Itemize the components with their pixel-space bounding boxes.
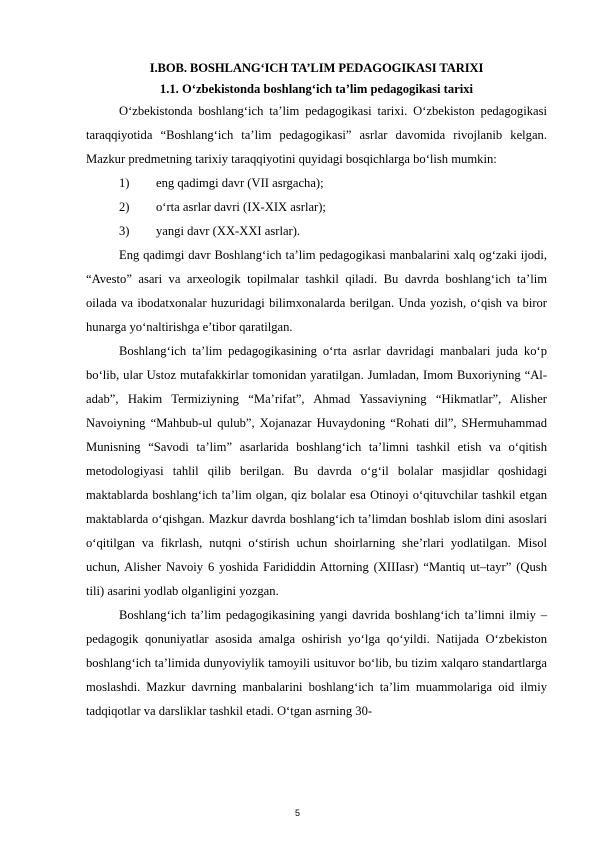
chapter-title: I.BOB. BOSHLANG‘ICH TA’LIM PEDAGOGIKASI TARIXI [149, 61, 484, 75]
paragraph-ancient-period: Eng qadimgi davr Boshlang‘ich ta’lim pedagogikasi manbalarini xalq og‘zaki ijodi, “Avesto” asari va arxeologik topilmalar tashkil qiladi. Bu davrda boshlang‘ich ta’lim oilada va ibodatxonalar huzuridagi bilimxonalarda berilgan. Unda yozish, o‘qish va biror hunarga yo‘naltirishga e’tibor qaratilgan. [86, 248, 547, 334]
list-item-text: o‘rta asrlar davri (IX-XIX asrlar); [156, 200, 326, 214]
document-body [86, 99, 547, 723]
list-item-text: yangi davr (XX-XXI asrlar). [156, 224, 301, 238]
page-number: 5 [294, 808, 300, 818]
list-item-number: 1) [119, 176, 130, 190]
section-subtitle: 1.1. O‘zbekistonda boshlang‘ich ta’lim pedagogikasi tarixi [159, 82, 474, 96]
list-item-text: eng qadimgi davr (VII asrgacha); [156, 176, 324, 190]
list-item [86, 171, 547, 195]
paragraph-new-period: Boshlang‘ich ta’lim pedagogikasining yangi davrida boshlang‘ich ta’limni ilmiy – pedagogik qonuniyatlar asosida amalga oshirish yo‘lga qo‘yildi. Natijada O‘zbekiston boshlang‘ich ta’limida dunyoviylik tamoyili usituvor bo‘lib, bu tizim xalqaro standartlarga moslashdi. Mazkur davrning manbalarini boshlang‘ich ta’lim muammolariga oid ilmiy tadqiqotlar va darsliklar tashkil etadi. O‘tgan asrning 30- [86, 608, 547, 718]
paragraph-intro: O‘zbekistonda boshlang‘ich ta’lim pedagogikasi tarixi. O‘zbekiston pedagogikasi taraqqiyotida “Boshlang‘ich ta’lim pedagogikasi” asrlar davomida rivojlanib kelgan. Mazkur predmetning tarixiy taraqqiyotini quyidagi bosqichlarga bo‘lish mumkin: [86, 104, 547, 166]
list-item-number: 2) [119, 200, 130, 214]
periods-list [86, 171, 547, 243]
list-item-number: 3) [119, 224, 130, 238]
list-item [86, 219, 547, 243]
paragraph-medieval-period: Boshlang‘ich ta’lim pedagogikasining o‘rta asrlar davridagi manbalari juda ko‘p bo‘lib, ular Ustoz mutafakkirlar tomonidan yaratilgan. Jumladan, Imom Buxoriyning “Al-adab”, Hakim Termiziyning “Ma’rifat”, Ahmad Yassaviyning “Hikmatlar”, Alisher Navoiyning “Mahbub-ul qulub”, Xojanazar Huvaydoning “Rohati dil”, SHermuhammad Munisning “Savodi ta’lim” asarlarida boshlang‘ich ta’limni tashkil etish va o‘qitish metodologiyasi tahlil qilib berilgan. Bu davrda o‘g‘il bolalar masjidlar qoshidagi maktablarda boshlang‘ich ta’lim olgan, qiz bolalar esa Otinoyi o‘qituvchilar tashkil etgan maktablarda o‘qishgan. Mazkur davrda boshlang‘ich ta’limdan boshlab islom dini asoslari o‘qitilgan va fikrlash, nutqni o‘stirish uchun shoirlarning she’rlari yodlatilgan. Misol uchun, Alisher Navoiy 6 yoshida Farididdin Attorning (XIIIasr) “Mantiq ut–tayr” (Qush tili) asarini yodlab olganligini yozgan. [86, 344, 547, 598]
list-item [86, 195, 547, 219]
